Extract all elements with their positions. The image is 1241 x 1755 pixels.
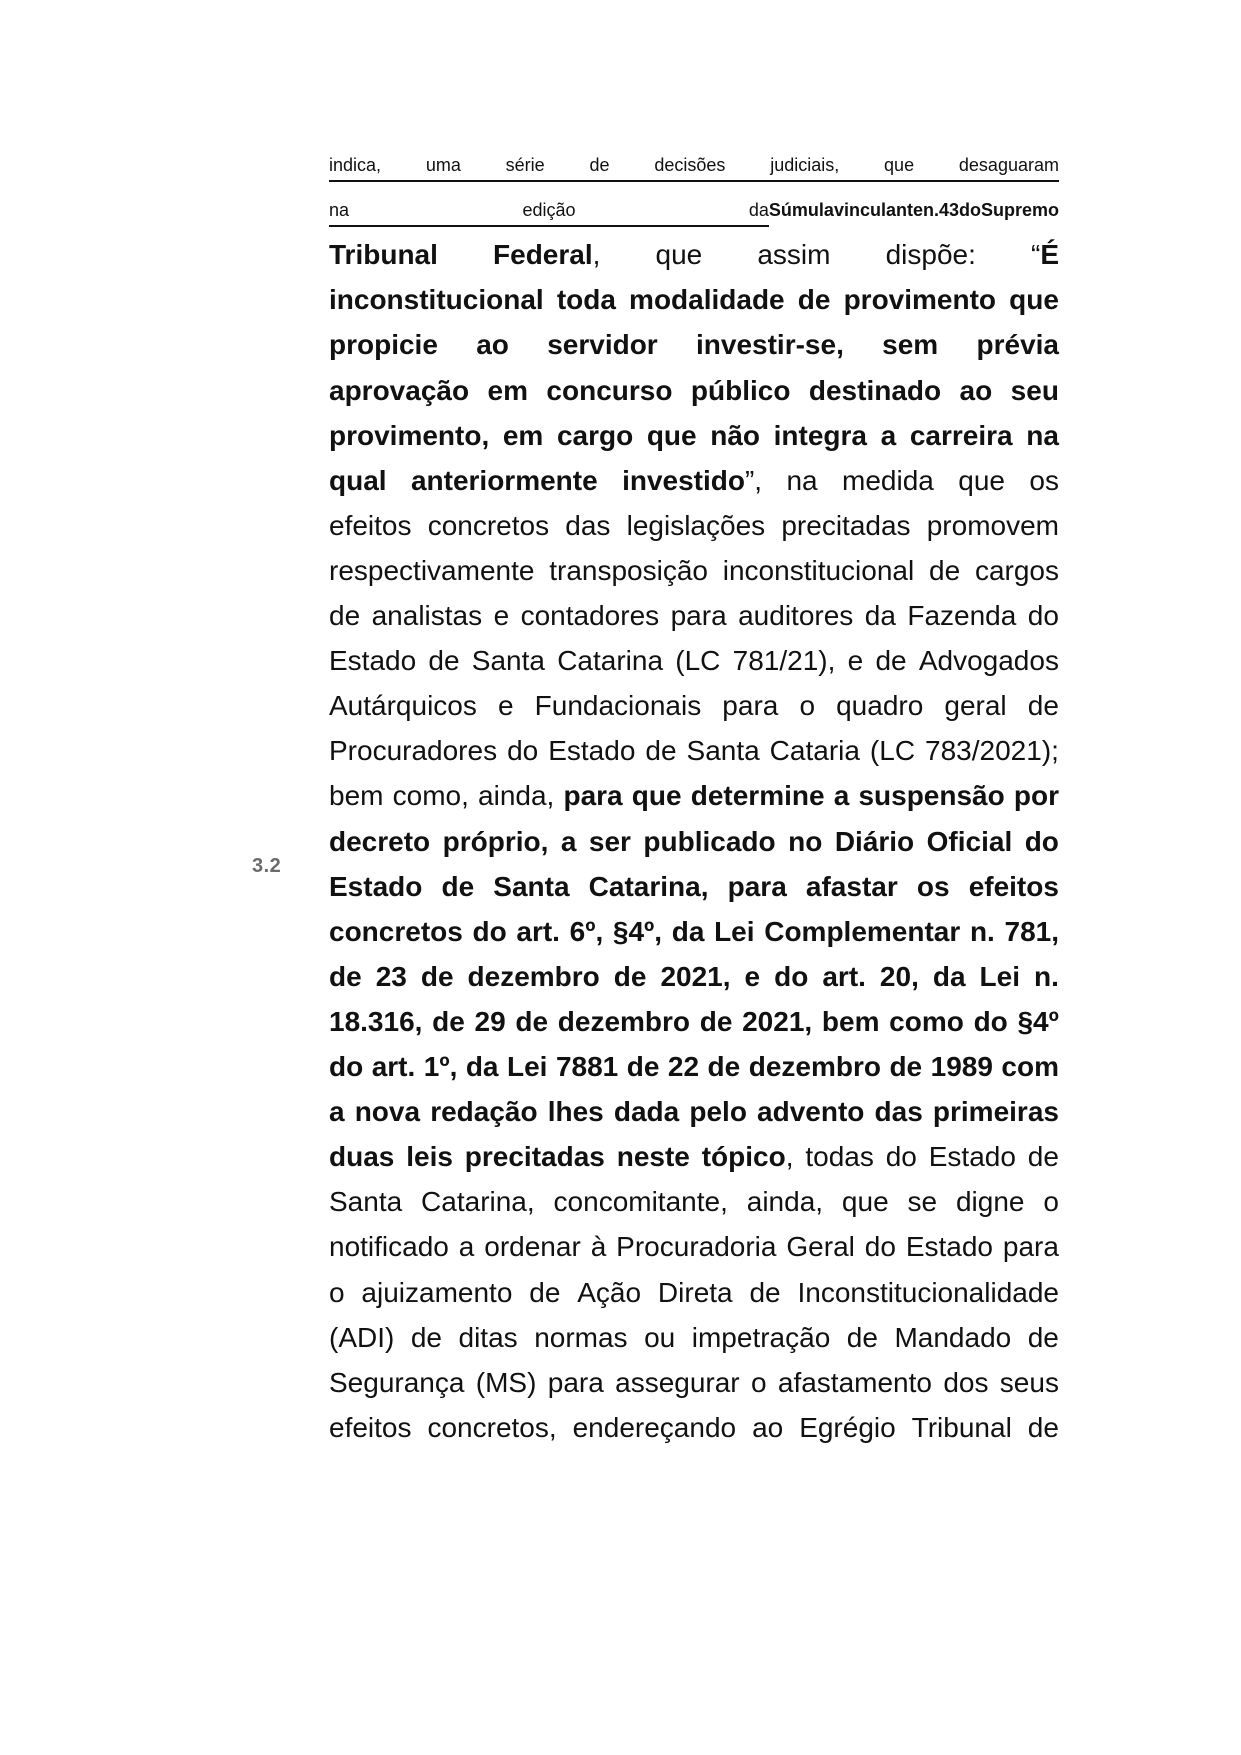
word: de [626,1051,660,1082]
word: 29 [474,1005,506,1037]
word: “É [1030,239,1059,271]
word: legislações [626,509,766,541]
word: uma [425,155,461,175]
word: ou [644,1321,676,1353]
word: impetração [691,1321,831,1353]
word: a [458,1231,475,1263]
word: ordenar [484,1231,581,1263]
word: 6º, [569,915,604,947]
word: pelo [689,1096,747,1128]
word: dispõe: [885,239,976,271]
word: do [959,200,981,221]
word: bem [329,780,384,812]
text-line [329,1002,1059,1042]
word: para [727,870,787,902]
word: com [1001,1051,1059,1082]
word: Catarina, [588,870,709,902]
paragraph-number: 3.2 [252,855,282,877]
word: a [560,825,577,857]
word: 781, [1004,915,1059,947]
underline [329,225,769,227]
word: sem [882,329,939,361]
word: seu [1010,374,1059,406]
word: Inconstitucionalidade [797,1276,1059,1308]
word: de [929,554,961,586]
word: para [722,690,779,722]
word: a [329,1096,345,1128]
word: que [884,155,915,175]
word: na [1026,419,1059,451]
text-line [329,280,1059,320]
word: digne [955,1186,1025,1218]
text-line [329,371,1059,411]
word: Direta [657,1276,733,1308]
word: próprio, [442,825,549,857]
text-line [329,1092,1059,1132]
word: Cataria [769,735,860,767]
word: judiciais, [770,155,840,175]
text-line [329,957,1059,997]
word: primeiras [932,1096,1059,1128]
word: Lei [979,960,1021,992]
word: efeitos [329,509,412,541]
word: Diário [834,825,915,857]
word: Ação [577,1276,642,1308]
word: das [874,1096,923,1128]
word: na [786,464,818,496]
word: a [833,780,850,812]
word: servidor [547,329,658,361]
word: (LC [869,735,916,767]
word: de [707,1051,741,1082]
word: de [749,1276,781,1308]
word: concomitante, [553,1186,728,1218]
text-line [329,1227,1059,1267]
word: o [1043,1186,1059,1218]
word: os [916,870,950,902]
word: ao [476,329,509,361]
word: o [799,690,816,722]
word: de [699,1005,733,1037]
word: contadores [520,600,660,631]
word: de [589,155,610,175]
word: 7881 [555,1051,619,1082]
word: n. [969,915,995,947]
word: assim [757,239,831,271]
text-line [329,551,1059,591]
word: 783/2021); [925,735,1059,767]
word: Estado [548,735,636,767]
word: cargo [556,419,634,451]
word: e [497,690,514,722]
word: o [750,1366,767,1398]
word: Estado [329,870,423,902]
word: da [864,600,896,631]
word: advento [757,1096,865,1128]
word: carreira [909,419,1013,451]
text-line [329,596,1059,636]
word: por [1013,780,1059,812]
word: concretos, [427,1411,557,1443]
word: de [329,600,361,631]
word: dezembro [467,960,600,992]
word: (ADI) [329,1321,395,1353]
word: investido”, [622,464,763,496]
word: destinado [808,374,942,406]
word: os [1029,464,1059,496]
word: de [1027,1141,1059,1173]
word: de [441,870,475,902]
text-line [329,867,1059,907]
text-line [329,731,1059,771]
word: do [864,1231,896,1263]
word: de [846,1321,878,1353]
word: Lei [714,915,755,947]
word: ainda, [746,1186,824,1218]
word: dezembro [748,1051,881,1082]
word: de [420,960,454,992]
word: investir-se, [696,329,844,361]
word: que [646,419,697,451]
word: auditores [738,600,854,631]
word: Santa [686,735,760,767]
word: a [880,419,897,451]
text-line [329,461,1059,501]
word: à [590,1231,607,1263]
word: bem [821,1005,880,1037]
word: provimento, [329,419,490,451]
word: tópico, [701,1141,794,1173]
text-line [329,190,1059,230]
text-line [329,506,1059,546]
word: 22 [667,1051,700,1082]
word: no [788,825,823,857]
word: 43 [938,200,959,221]
word: transposição [549,554,708,586]
word: de [410,1321,442,1353]
word: para [670,600,727,631]
word: que [841,1186,889,1218]
word: inconstitucional [722,554,915,586]
text-line [329,145,1059,185]
word: de [1027,1411,1059,1443]
word: (MS) [475,1366,537,1398]
word: precitadas [781,509,911,541]
word: ainda, [478,780,555,812]
word: da [932,960,966,992]
word: ao [959,374,993,406]
word: de [1027,690,1059,722]
word: Geral [786,1231,855,1263]
word: Procuradoria [616,1231,777,1263]
word: toda [556,284,616,316]
word: quadro [836,690,924,722]
word: de [515,1005,549,1037]
word: normas [534,1321,628,1353]
word: 781/21), [732,645,836,677]
text-line [329,1182,1059,1222]
word: concretos [427,509,550,541]
word: Mandado [894,1321,1012,1353]
word: afastar [805,870,898,902]
word: provimento [843,284,997,316]
word: §4º, [612,915,663,947]
text-line [329,912,1059,952]
text-line [329,1273,1059,1313]
word: que [631,780,682,812]
word: de [1027,1321,1059,1353]
word: Complementar [764,915,961,947]
word: Santa [471,645,545,677]
word: de [529,1276,561,1308]
word: que [958,464,1005,496]
word: 2021, [742,1005,813,1037]
word: Estado [928,1141,1016,1173]
word: em [487,374,528,406]
word: das [565,509,611,541]
word: de [613,960,647,992]
word: Autárquicos [329,690,477,722]
word: §4º [1017,1005,1059,1037]
word: do [507,735,539,767]
word: art. [516,915,560,947]
word: desaguaram [958,155,1059,175]
word: dada [613,1096,680,1128]
word: Segurança [329,1366,465,1398]
word: Catarina [557,645,664,677]
text-line [329,1363,1059,1403]
word: de [432,1005,465,1037]
word: para [547,1366,604,1398]
word: Santa [493,870,570,902]
word: art. [822,960,866,992]
word: n. [922,200,939,221]
word: Tribunal [329,239,438,271]
word: propicie [329,329,438,361]
word: do [973,1005,1008,1037]
word: inconstitucional [329,284,544,316]
word: em [502,419,544,451]
word: redação [430,1096,538,1128]
word: Súmula [768,200,834,221]
word: nova [354,1096,421,1128]
word: na [329,200,350,221]
text-line [329,235,1059,275]
word: se [907,1186,938,1218]
word: notificado [329,1231,449,1263]
word: ajuizamento [361,1276,513,1308]
word: 23 [375,960,407,992]
word: suspensão [858,780,1005,812]
word: Estado [905,1231,993,1263]
word: indica, [329,155,382,175]
word: ditas [458,1321,518,1353]
word: lhes [547,1096,604,1128]
word: ao [752,1411,784,1443]
word: da [748,200,769,221]
word: cargos [974,554,1059,586]
word: 1989 [930,1051,993,1082]
underline [329,180,1059,182]
word: Oficial [926,825,1013,857]
word: dos [943,1366,989,1398]
word: Lei [507,1051,548,1082]
word: analistas [371,600,483,631]
text-line [329,416,1059,456]
word: de [875,645,907,677]
word: Estado [329,645,417,677]
word: para [1002,1231,1059,1263]
word: Santa [329,1186,403,1218]
word: de [797,284,831,316]
word: Advogados [918,645,1059,677]
word: 1º, [423,1051,458,1082]
word: o [329,1276,345,1308]
word: afastamento [777,1366,932,1398]
word: concurso [546,374,673,406]
word: do [774,960,809,992]
word: da [671,915,705,947]
word: seus [999,1366,1059,1398]
word: Tribunal [911,1411,1012,1443]
text-line [329,325,1059,365]
word: determine [690,780,825,812]
word: do [1024,825,1059,857]
word: como [889,1005,964,1037]
word: respectivamente [329,554,535,586]
word: público [690,374,791,406]
word: todas [805,1141,874,1173]
text-line [329,1318,1059,1358]
word: e [744,960,761,992]
word: Fazenda [907,600,1017,631]
word: não [710,419,761,451]
word: 20, [879,960,919,992]
word: dezembro [557,1005,691,1037]
word: que [1009,284,1059,316]
word: e [493,600,510,631]
word: Federal, [493,239,601,271]
word: precitadas [464,1141,605,1173]
word: concretos [329,915,463,947]
text-line [329,822,1059,862]
text-line [329,1047,1059,1087]
word: 2021, [660,960,731,992]
word: Supremo [981,200,1060,221]
text-line [329,1137,1059,1177]
word: geral [944,690,1007,722]
word: do [885,1141,917,1173]
word: 18.316, [329,1005,423,1037]
word: promovem [926,509,1059,541]
word: qual [329,464,387,496]
word: Procuradores [329,735,498,767]
word: art. [371,1051,416,1082]
text-line [329,686,1059,726]
word: vinculante [833,200,923,221]
word: série [505,155,545,175]
word: anteriormente [410,464,598,496]
word: medida [842,464,934,496]
word: Fundacionais [534,690,702,722]
text-line [329,1408,1059,1448]
word: de [329,960,362,992]
word: que [655,239,703,271]
word: de [428,645,460,677]
word: para [563,780,623,812]
word: do [472,915,507,947]
word: Catarina, [421,1186,535,1218]
word: publicado [643,825,776,857]
word: ser [588,825,631,857]
word: decisões [654,155,726,175]
word: endereçando [572,1411,737,1443]
word: edição [522,200,576,221]
word: decreto [329,825,431,857]
word: n. [1034,960,1059,992]
word: (LC [675,645,721,677]
word: e [847,645,864,677]
word: assegurar [615,1366,740,1398]
word: leis [406,1141,453,1173]
word: neste [616,1141,690,1173]
word: de [889,1051,923,1082]
word: de [645,735,677,767]
text-line [329,776,1059,816]
word: da [465,1051,499,1082]
word: do [329,1051,364,1082]
word: aprovação [329,374,470,406]
word: Egrégio [799,1411,896,1443]
word: efeitos [329,1411,412,1443]
word: como, [392,780,469,812]
word: do [1027,600,1059,631]
word: prévia [976,329,1059,361]
word: duas [329,1141,395,1173]
word: integra [773,419,867,451]
word: modalidade [629,284,785,316]
word: efeitos [968,870,1059,902]
text-line [329,641,1059,681]
